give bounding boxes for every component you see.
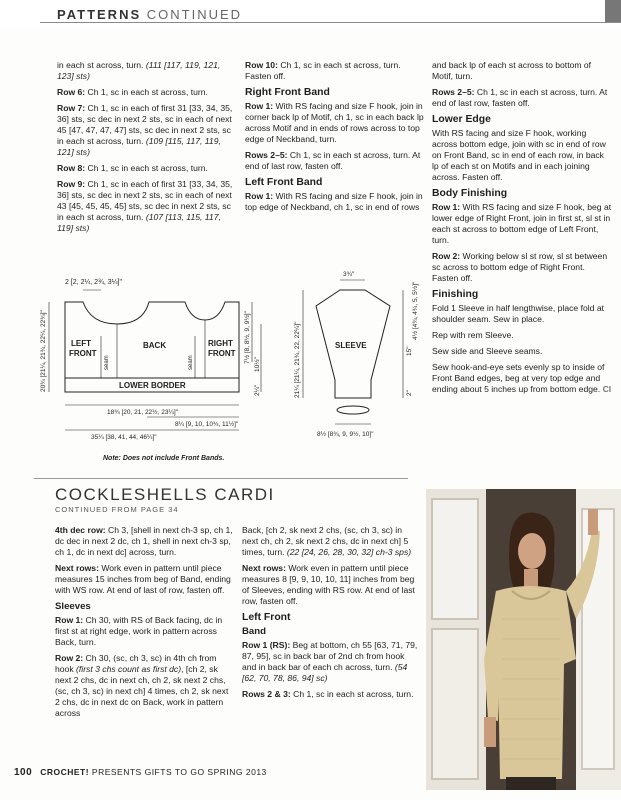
paragraph: Sew hook-and-eye sets evenly sp to inside of Front Band edges, beg at very top edge and ending about 5 inches up from bottom edge. CI (432, 362, 612, 394)
heading-body-finishing: Body Finishing (432, 188, 508, 199)
paragraph: Rows 2–5: Ch 1, sc in each st across, turn. At end of last row, fasten off. (432, 87, 608, 108)
border-height-label: 2¼" (254, 384, 261, 396)
page-footer (14, 767, 267, 778)
paragraph: Row 2: Ch 30, (sc, ch 3, sc) in 4th ch from hook (first 3 chs count as first dc), [ch 2, sk next 2 chs, dc in next ch, ch 2, sk next 2 chs, (sc, ch 3, sc) in next ch] 4 times, ch 2, sk next 2 chs, dc in next dc on Back, work in pattern across (55, 653, 229, 718)
paragraph: Fold 1 Sleeve in half lengthwise, place fold at shoulder seam. Sew in place. (432, 303, 604, 324)
paragraph: With RS facing and size F hook, working across bottom edge, join with sc in end of row on Front Band, sc in end of each row, in back lp of each st on Motifs and in each joining across. Fasten off. (432, 128, 606, 182)
armhole-depth-label: 7½ [8, 8½, 9, 9½]" (244, 311, 251, 364)
model-photo (426, 489, 621, 790)
paragraph: Row 2: Working below sl st row, sl st between sc across to bottom edge of Right Front. Fasten off. (432, 251, 608, 283)
heading-sleeves: Sleeves (55, 601, 91, 612)
paragraph: Back, [ch 2, sk next 2 chs, (sc, ch 3, sc) in next ch, ch 2, sk next 2 chs, dc in next ch] 5 times, turn. (22 [24, 26, 28, 30, 32] ch-3 sps) (242, 525, 412, 557)
sleeve-label: SLEEVE (335, 341, 367, 350)
header-rule (40, 22, 621, 23)
total-width-label: 35¼ [38, 41, 44, 46¼]" (91, 434, 157, 441)
sleeve-cuff-label: 2" (406, 390, 413, 396)
column-5 (242, 525, 420, 705)
heading-lower-edge: Lower Edge (432, 114, 491, 125)
paragraph: Rows 2 & 3: Ch 1, sc in each st across, turn. (242, 689, 414, 699)
section-rule (34, 478, 408, 479)
back-width-label: 18¾ [20, 21, 22½, 23¼]" (107, 409, 178, 416)
schematic-diagram (35, 262, 425, 472)
section-subtitle: CONTINUED FROM PAGE 34 (55, 505, 179, 514)
paragraph: Row 6: Ch 1, sc in each st across, turn. (57, 87, 208, 97)
heading-right-front-band: Right Front Band (245, 87, 330, 98)
photo-illustration (426, 489, 621, 790)
paragraph: Row 1: Ch 30, with RS of Back facing, dc in first st at right edge, work in pattern across Back, turn. (55, 615, 223, 647)
paragraph: Row 1: With RS facing and size F hook, beg at lower edge of Right Front, join in first st, sl st in each st across to bottom edge of Left Front, turn. (432, 202, 612, 245)
heading-band: Band (242, 626, 266, 637)
paragraph: and back lp of each st across to bottom of Motif, turn. (432, 60, 592, 81)
paragraph: Rows 2–5: Ch 1, sc in each st across, turn. At end of last row, fasten off. (245, 150, 421, 171)
page-header (0, 0, 621, 30)
paragraph: 4th dec row: Ch 3, [shell in next ch-3 sp, ch 1, dc dec in next 2 dc, ch 1, shell in next ch-3 sp, ch 1, dc in next dc] across, turn. (55, 525, 233, 557)
back-label: BACK (143, 341, 167, 350)
right-front-label-2: FRONT (208, 349, 236, 358)
paragraph: Sew side and Sleeve seams. (432, 346, 543, 356)
header-tab (605, 0, 621, 22)
column-2 (245, 60, 425, 218)
left-front-label-1: LEFT (71, 339, 91, 348)
column-3 (432, 60, 612, 400)
heading-left-front-band: Left Front Band (245, 177, 323, 188)
paragraph: Row 10: Ch 1, sc in each st across, turn. Fasten off. (245, 60, 401, 81)
right-front-label-1: RIGHT (208, 339, 233, 348)
neck-width-label: 2 [2, 2¼, 2¾, 3¼]" (65, 279, 122, 286)
paragraph: Row 1 (RS): Beg at bottom, ch 55 [63, 71, 79, 87, 95], sc in back bar of 2nd ch from hook and in back bar of each ch across, turn. (54 [62, 70, 78, 86, 94] sc) (242, 640, 418, 683)
footer-brand: CROCHET! (40, 767, 90, 777)
header-title: PATTERNS CONTINUED (57, 7, 243, 22)
paragraph: Next rows: Work even in pattern until piece measures 15 inches from beg of Band, ending with WS row. At end of last of row, fasten off. (55, 563, 231, 595)
sleeve-length-label: 21¼ [21¼, 21¾, 22, 22¼]" (294, 321, 301, 398)
sleeve-cuff (337, 406, 369, 414)
paragraph: Row 9: Ch 1, sc in each of first 31 [33, 34, 35, 36] sts, sc dec in next 2 sts, sc in each of next 43 [45, 45, 45, 45] sts, sc dec in next 2 sts, sc in each st across, turn. (107 [113, 115, 117, 119] sts) (57, 179, 233, 233)
paragraph: Row 1: With RS facing and size F hook, join in top edge of Neckband, ch 1, sc in end of rows (245, 191, 423, 212)
seam-label-left: seam (104, 355, 110, 370)
paragraph: Row 1: With RS facing and size F hook, join in corner back lp of Motif, ch 1, sc in each back lp across Motif and in ends of rows across to top edge of Neckband, turn. (245, 101, 424, 144)
body-height-label: 20¾ [21¼, 21¾, 22¼, 22¾]" (40, 310, 47, 392)
paragraph: Row 8: Ch 1, sc in each st across, turn. (57, 163, 208, 173)
diagram-note: Note: Does not include Front Bands. (103, 455, 225, 462)
sleeve-cap-label: 4½ [4¾, 4¾, 5, 5½]" (412, 281, 419, 340)
end-mark: CI (602, 384, 612, 394)
footer-issue: PRESENTS GIFTS TO GO SPRING 2013 (89, 767, 267, 777)
paragraph: Rep with rem Sleeve. (432, 330, 514, 340)
page-number: 100 (14, 767, 33, 778)
column-1 (57, 60, 237, 239)
heading-finishing: Finishing (432, 289, 479, 300)
sleeve-width-label: 8½ [8¾, 9, 9½, 10]" (317, 431, 374, 438)
paragraph: in each st across, turn. (111 [117, 119, 121, 123] sts) (57, 60, 221, 81)
sleeve-top-label: 3¾" (343, 271, 355, 278)
section-title: COCKLESHELLS CARDI (55, 485, 275, 504)
lower-border-label: LOWER BORDER (119, 381, 186, 390)
front-width-label: 8¼ [9, 10, 10¾, 11½]" (175, 421, 239, 428)
paragraph: Row 7: Ch 1, sc in each of first 31 [33, 34, 35, 36] sts, sc dec in next 2 sts, sc in each of next 45 [47, 47, 47, 47] sts, sc dec in next 2 sts, sc in each st across, turn. (109 [115, 117, 119, 121] sts) (57, 103, 233, 157)
heading-left-front: Left Front (242, 612, 291, 623)
column-4 (55, 525, 235, 724)
paragraph: Next rows: Work even in pattern until piece measures 8 [9, 9, 10, 10, 11] inches from beg of Sleeves, ending with RS row. At end of last row, fasten off. (242, 563, 415, 606)
sleeve-body-label: 15" (406, 346, 413, 356)
seam-label-right: seam (188, 355, 194, 370)
side-length-label: 10½" (254, 357, 261, 372)
left-front-label-2: FRONT (69, 349, 97, 358)
